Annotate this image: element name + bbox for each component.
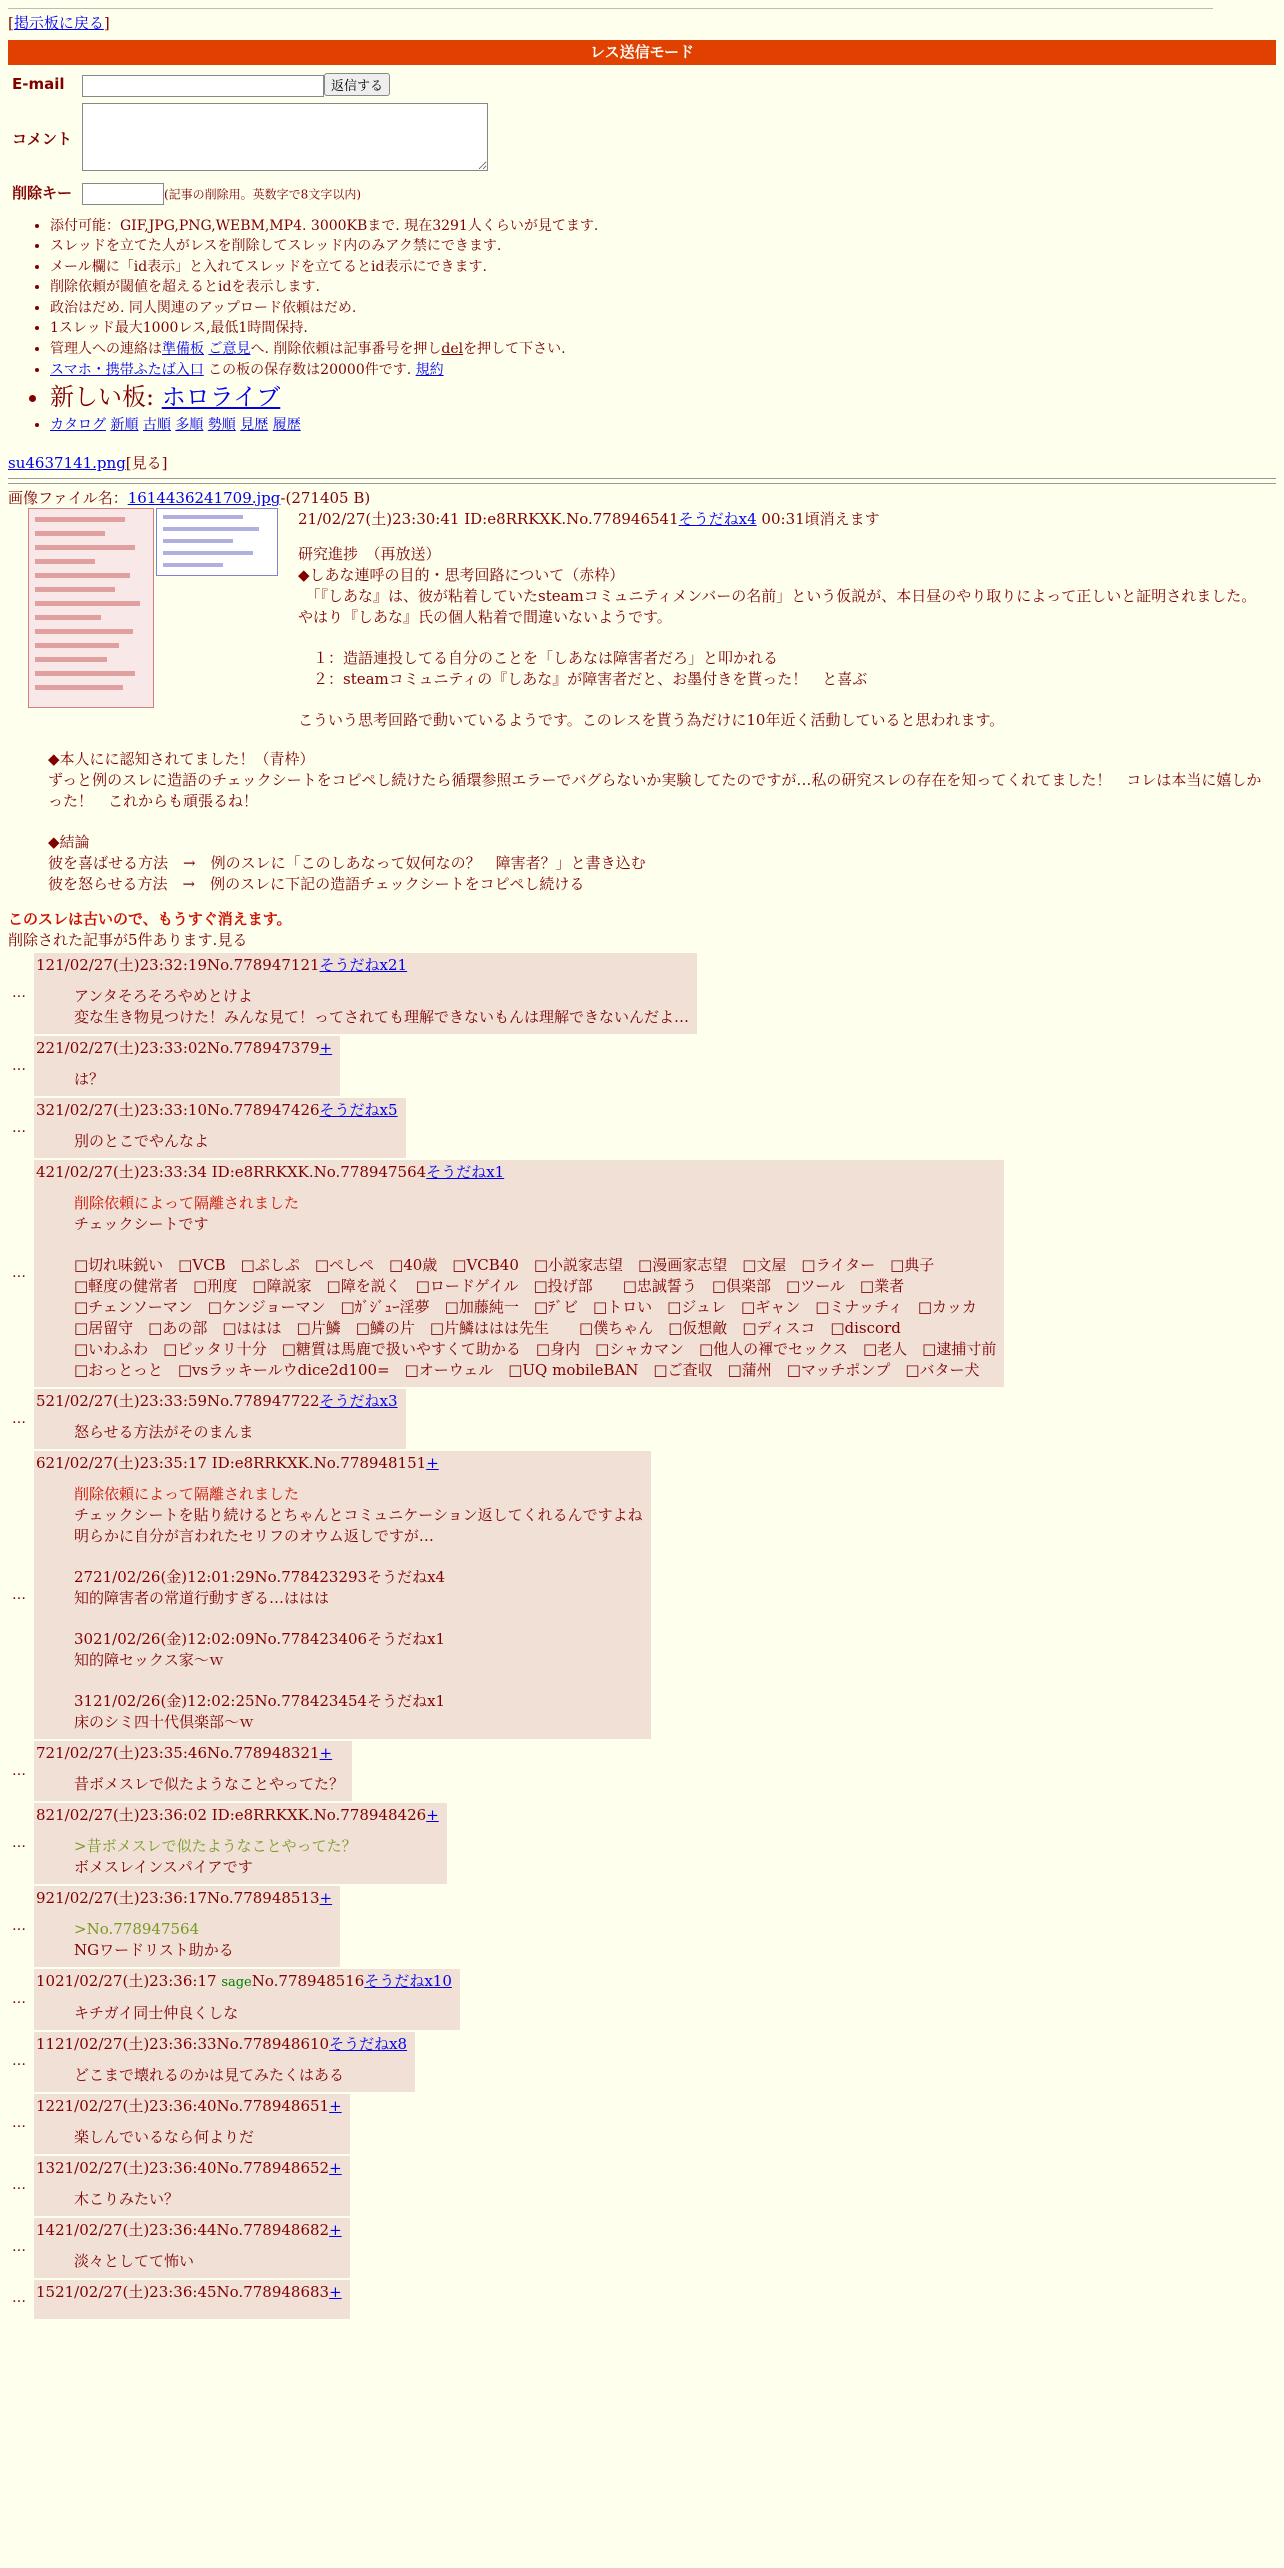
thumb-line: [35, 629, 133, 634]
reply-header: [36, 2282, 342, 2303]
new-board-link[interactable]: ホロライブ: [161, 383, 281, 412]
reply-meta: 21/02/27(土)23:36:02 ID:e8RRKXK.No.778948426: [45, 1806, 427, 1825]
view-text: [見る]: [125, 454, 168, 473]
soudane-link[interactable]: +: [426, 1806, 439, 1825]
reply-dots: …: [12, 1265, 26, 1282]
thumb-line: [35, 573, 130, 578]
op-line: 「『しあな』は、彼が粘着していたsteamコミュニティメンバーの名前」という仮説が、本日昼のやり取りによって正しいと証明されました。 やはり『しあな』氏の個人粘着で間違いないようです。: [298, 587, 1264, 627]
rule-item-new-board: [50, 381, 1276, 415]
comment-label: コメント: [12, 130, 73, 148]
reply-post: [8, 1886, 1276, 1967]
reply-meta: 21/02/27(土)23:35:17 ID:e8RRKXK.No.778948151: [45, 1454, 427, 1473]
terms-link[interactable]: 規約: [415, 361, 444, 378]
su-file-link[interactable]: su4637141.png: [8, 454, 126, 473]
op-line: 彼を喜ばせる方法 → 例のスレに「このしあなって奴何なの？ 障害者？」と書き込む: [48, 854, 646, 873]
top-divider: [8, 8, 1213, 9]
reply-number: 15: [36, 2282, 56, 2301]
board-rules: [8, 217, 1276, 436]
reply-header: [36, 2034, 407, 2055]
feedback-link[interactable]: ご意見: [208, 341, 251, 358]
reply-post: [8, 2032, 1276, 2092]
bracket: [: [8, 14, 14, 32]
reply-meta: No.778948516: [251, 1972, 365, 1991]
reply-header: [36, 1038, 332, 1059]
reply-dots: …: [12, 1835, 26, 1852]
soudane-link[interactable]: +: [329, 2220, 342, 2239]
op-line: [48, 812, 1276, 832]
op-text: [298, 544, 1276, 731]
op-line: [298, 628, 1276, 648]
reply-box: [34, 2156, 350, 2216]
divider: [8, 483, 1276, 484]
reply-box: [34, 1160, 1004, 1387]
viewed-history-link[interactable]: 見歴: [240, 416, 269, 433]
op-file-line: [8, 488, 1276, 509]
reply-number: 4: [36, 1163, 46, 1182]
soudane-link[interactable]: そうだねx5: [319, 1101, 398, 1120]
reply-list: [8, 953, 1276, 2318]
soudane-link[interactable]: そうだねx10: [364, 1972, 452, 1991]
thumb-line: [163, 551, 253, 555]
reply-header: [36, 2158, 342, 2179]
soudane-link[interactable]: +: [329, 2158, 342, 2177]
reply-header: [36, 1453, 643, 1474]
reply-post: [8, 1036, 1276, 1096]
reply-post: [8, 1969, 1276, 2029]
op-line: ２：steamコミュニティの『しあな』が障害者だと、お墨付きを貰った！ と喜ぶ: [298, 670, 868, 689]
reply-line: 別のとこでやんなよ: [74, 1132, 210, 1151]
reply-number: 6: [36, 1454, 46, 1473]
soudane-link[interactable]: そうだねx8: [329, 2034, 408, 2053]
back-nav: [8, 13, 1276, 34]
reply-number: 1: [36, 956, 46, 975]
reply-box: [34, 2218, 350, 2278]
reply-post: [8, 2218, 1276, 2278]
soudane-link[interactable]: +: [319, 1889, 333, 1908]
delete-key-note: (記事の削除用。英数字で8文字以内): [164, 187, 361, 201]
reply-line: チェックシートです: [74, 1215, 209, 1234]
reply-post: [8, 1451, 1276, 1739]
reply-post: [8, 2094, 1276, 2154]
sort-momentum-link[interactable]: 勢順: [207, 416, 236, 433]
thumb-line: [163, 515, 243, 519]
reply-dots: …: [12, 985, 26, 1002]
reply-line: どこまで壊れるのかは見てみたくはある: [74, 2065, 345, 2084]
reply-line: は？: [74, 1070, 105, 1089]
reply-line: □軽度の健常者 □刑度 □障説家 □障を説く □ロードゲイル □投げ部 □忠誠誓う □倶楽部 □ツール □業者: [74, 1277, 905, 1296]
reply-post: [8, 953, 1276, 1034]
reply-number: 11: [36, 2034, 56, 2053]
thumb-line: [35, 601, 140, 606]
reply-line: キチガイ同士仲良くしな: [74, 2003, 239, 2022]
op-header: [298, 509, 1276, 530]
reply-line: [74, 1235, 996, 1255]
reply-meta: 21/02/27(土)23:36:40No.778948651: [55, 2096, 330, 2115]
reply-post: [8, 1098, 1276, 1158]
reply-line: 昔ボメスレで似たようなことやってた？: [74, 1775, 345, 1794]
op-line: 彼を怒らせる方法 → 例のスレに下記の造語チェックシートをコピペし続ける: [48, 875, 585, 894]
rule-item: • 1スレッド最大1000レス,最低1時間保持.: [50, 319, 1276, 339]
reply-line: 知的障害者の常道行動すぎる…ははは: [74, 1589, 330, 1608]
op-file-link[interactable]: 1614436241709.jpg: [127, 489, 281, 508]
reply-form: [8, 69, 492, 209]
sort-old-link[interactable]: 古順: [142, 416, 171, 433]
reply-text: [74, 1193, 996, 1381]
reply-line: 変な生き物見つけた！みんな見て！ってされても理解できないもんは理解できないんだよ…: [74, 1008, 690, 1027]
history-link[interactable]: 履歴: [272, 416, 301, 433]
reply-number: 8: [36, 1806, 46, 1825]
reply-line: [74, 1609, 643, 1629]
reply-dots: …: [12, 1119, 26, 1136]
reply-line: 3021/02/26(金)12:02:09No.778423406そうだねx1: [74, 1630, 446, 1649]
reply-text: [74, 986, 689, 1028]
sort-new-link[interactable]: 新順: [110, 416, 139, 433]
reply-dots: …: [12, 1586, 26, 1603]
isolated-notice: 削除依頼によって隔離されました: [74, 1194, 300, 1213]
reply-box: [34, 953, 697, 1034]
rule-text: を押して下さい.: [463, 341, 566, 358]
reply-header: [36, 1743, 344, 1764]
reply-line: □チェンソーマン □ケンジョーマン □ｶﾞｼﾞｭｰ淫夢 □加藤純一 □ﾃﾞビ □トロい □ジュレ □ギャン □ミナッチィ □カッカ: [74, 1298, 977, 1317]
reply-number: 12: [36, 2096, 56, 2115]
reply-meta: 21/02/27(土)23:33:02No.778947379: [45, 1039, 320, 1058]
rule-item-admin: [50, 340, 1276, 360]
reply-post: [8, 1389, 1276, 1449]
prep-board-link[interactable]: 準備板: [162, 341, 204, 358]
reply-header: [36, 2096, 342, 2117]
thumb-line: [35, 685, 123, 690]
op-body: [298, 509, 1276, 731]
thumb-line: [35, 671, 135, 676]
soudane-link[interactable]: +: [329, 2096, 342, 2115]
reply-line: ボメスレインスパイアです: [74, 1858, 253, 1877]
op-line: [298, 690, 1276, 710]
reply-line: □おっとっと □vsラッキールウdice2d100= □オーウェル □UQ mobileBAN □ご査収 □蒲州 □マッチポンプ □バター犬: [74, 1361, 980, 1380]
reply-header: [36, 1100, 398, 1121]
rule-text: この板の保存数は20000件です.: [203, 361, 416, 378]
soudane-link[interactable]: そうだねx3: [319, 1392, 398, 1411]
reply-number: 10: [36, 1972, 56, 1991]
reply-text: [74, 1484, 643, 1733]
reply-text: [74, 1774, 344, 1795]
reply-line: 知的障セックス家～ｗ: [74, 1651, 224, 1670]
reply-dots: …: [12, 2052, 26, 2069]
rule-text: 管理人への連絡は: [50, 341, 162, 358]
send-button[interactable]: 返信する: [324, 73, 390, 96]
reply-meta: 21/02/27(土)23:36:44No.778948682: [55, 2220, 330, 2239]
rule-item-mobile: [50, 361, 1276, 381]
expire-text: 00:31頃消えます: [756, 510, 880, 529]
rule-item: • メール欄に「id表示」と入れてスレッドを立てるとid表示にできます.: [50, 258, 1276, 278]
su-file-line: [8, 453, 1276, 474]
reply-text: [74, 2127, 342, 2148]
reply-text: [74, 2251, 342, 2272]
reply-text: [74, 1919, 332, 1961]
email-field[interactable]: [82, 75, 324, 97]
reply-text: [74, 2065, 407, 2086]
reply-header: [36, 1805, 439, 1826]
op-line: こういう思考回路で動いているようです。このレスを貰う為だけに10年近く活動していると思われます。: [298, 711, 1005, 730]
email-label: E-mail: [12, 75, 65, 94]
op-post: [8, 488, 1276, 895]
rule-text: へ. 削除依頼は記事番号を押し: [250, 341, 442, 358]
reply-number: 3: [36, 1101, 46, 1120]
thumb-line: [35, 587, 115, 592]
thumb-line: [35, 517, 125, 522]
reply-line: 怒らせる方法がそのまんま: [74, 1423, 254, 1442]
reply-dots: …: [12, 2176, 26, 2193]
reply-text: [74, 1422, 398, 1443]
reply-text: [74, 1131, 398, 1152]
reply-post: [8, 1160, 1276, 1387]
reply-line: □いわふわ □ピッタリ十分 □糖質は馬鹿で扱いやすくて助かる □身内 □シャカマン □他人の褌でセックス □老人 □逮捕寸前: [74, 1340, 997, 1359]
reply-mode-bar: レス送信モード: [8, 40, 1276, 65]
quote-line: >昔ボメスレで似たようなことやってた？: [74, 1837, 357, 1856]
soudane-link[interactable]: そうだねx4: [678, 510, 757, 529]
reply-line: 淡々としてて怖い: [74, 2251, 195, 2270]
reply-dots: …: [12, 1762, 26, 1779]
isolated-notice: 削除依頼によって隔離されました: [74, 1485, 300, 1504]
mobile-entry-link[interactable]: スマホ・携帯ふたば入口: [50, 361, 204, 378]
reply-dots: …: [12, 1410, 26, 1427]
reply-meta: 21/02/27(土)23:32:19No.778947121: [45, 956, 320, 975]
divider: [8, 478, 1276, 479]
soudane-link[interactable]: +: [426, 1454, 439, 1473]
reply-line: 2721/02/26(金)12:01:29No.778423293そうだねx4: [74, 1568, 446, 1587]
reply-box: [34, 1741, 352, 1801]
delete-key-field[interactable]: [82, 183, 164, 205]
thumb-line: [163, 539, 233, 543]
reply-box: [34, 1803, 447, 1884]
reply-box: [34, 1389, 406, 1449]
reply-dots: …: [12, 1918, 26, 1935]
reply-post: [8, 1803, 1276, 1884]
reply-meta: 21/02/27(土)23:36:45No.778948683: [55, 2282, 330, 2301]
thumb-line: [35, 545, 135, 550]
reply-dots: …: [12, 1990, 26, 2007]
reply-text: [74, 1069, 332, 1090]
new-board-label: 新しい板:: [50, 383, 162, 412]
reply-line: [74, 1547, 643, 1567]
thumbnail-blue-frame: [156, 508, 278, 576]
reply-header: [36, 1391, 398, 1412]
sort-many-link[interactable]: 多順: [175, 416, 204, 433]
op-thumbnail[interactable]: [28, 508, 282, 708]
rule-item: • スレッドを立てた人がレスを削除してスレッド内のみアク禁にできます.: [50, 237, 1276, 257]
reply-line: □居留守 □あの部 □ははは □片鱗 □鱗の片 □片鱗ははは先生 □僕ちゃん □仮想敵 □ディスコ □discord: [74, 1319, 901, 1338]
reply-line: 床のシミ四十代倶楽部～ｗ: [74, 1713, 255, 1732]
sage-label: sage: [221, 1975, 252, 1991]
rule-item: • 政治はだめ. 同人関連のアップロード依頼はだめ.: [50, 299, 1276, 319]
soudane-link[interactable]: +: [319, 1039, 333, 1058]
reply-box: [34, 1451, 651, 1739]
reply-number: 9: [36, 1889, 46, 1908]
old-thread-warning: このスレは古いので、もうすぐ消えます。: [8, 910, 292, 929]
reply-line: □切れ味鋭い □VCB □ぷしぷ □ぺしぺ □40歳 □VCB40 □小説家志望 □漫画家志望 □文屋 □ライター □典子: [74, 1256, 935, 1275]
soudane-link[interactable]: そうだねx1: [426, 1163, 505, 1182]
reply-box: [34, 2032, 415, 2092]
thumb-line: [35, 643, 119, 648]
op-text-2: [48, 749, 1276, 895]
catalog-link[interactable]: カタログ: [50, 416, 106, 433]
rule-item: • 添付可能：GIF,JPG,PNG,WEBM,MP4. 3000KBまで. 現在3291人くらいが見てます.: [50, 217, 1276, 237]
reply-meta: 21/02/27(土)23:36:17: [55, 1972, 222, 1991]
soudane-link[interactable]: +: [329, 2282, 342, 2301]
reply-text: [74, 2003, 452, 2024]
reply-dots: …: [12, 2290, 26, 2307]
reply-header: [36, 1162, 996, 1183]
reply-box: [34, 1098, 406, 1158]
reply-number: 14: [36, 2220, 56, 2239]
reply-line: NGワードリスト助かる: [74, 1941, 234, 1960]
thumbnail-red-frame: [28, 508, 154, 708]
reply-box: [34, 1036, 340, 1096]
op-line: ◆結論: [48, 833, 90, 852]
reply-line: 木こりみたい？: [74, 2189, 180, 2208]
reply-line: 3121/02/26(金)12:02:25No.778423454そうだねx1: [74, 1692, 446, 1711]
reply-line: [74, 1671, 643, 1691]
thumb-line: [35, 559, 95, 564]
reply-line: アンタそろそろやめとけよ: [74, 987, 253, 1006]
thumb-line: [35, 531, 105, 536]
reply-meta: 21/02/27(土)23:35:46No.778948321: [45, 1744, 320, 1763]
reply-dots: …: [12, 1057, 26, 1074]
op-line: ◆しあな連呼の目的・思考回路について（赤枠）: [298, 566, 625, 585]
reply-header: [36, 955, 689, 976]
op-line: ◆本人にに認知されてました！（青枠）: [48, 750, 315, 769]
reply-header: [36, 1971, 452, 1992]
rule-item-links: [50, 416, 1276, 436]
reply-box: [34, 2094, 350, 2154]
thumb-line: [163, 563, 223, 567]
reply-meta: 21/02/27(土)23:36:33No.778948610: [55, 2034, 330, 2053]
back-to-board-link[interactable]: 掲示板に戻る: [13, 14, 104, 32]
reply-number: 13: [36, 2158, 56, 2177]
op-line: ずっと例のスレに造語のチェックシートをコピペし続けたら循環参照エラーでバグらないか実験してたのですが…私の研究スレの存在を知ってくれてました！ コレは本当に嬉しかった！ これからも頑張るね！: [48, 771, 1262, 811]
reply-box: [34, 1969, 460, 2029]
thumb-line: [35, 615, 101, 620]
reply-box: [34, 1886, 340, 1967]
reply-dots: …: [12, 2238, 26, 2255]
reply-meta: 21/02/27(土)23:33:34 ID:e8RRKXK.No.778947564: [45, 1163, 427, 1182]
reply-post: [8, 1741, 1276, 1801]
reply-header: [36, 1888, 332, 1909]
soudane-link[interactable]: +: [319, 1744, 333, 1763]
file-label: 画像ファイル名：: [8, 489, 128, 508]
reply-line: 明らかに自分が言われたセリフのオウム返しですが…: [74, 1527, 434, 1546]
deleted-posts-note[interactable]: 削除された記事が5件あります.見る: [8, 931, 248, 950]
reply-meta: 21/02/27(土)23:36:17No.778948513: [45, 1889, 320, 1908]
op-line: １：造語連投してる自分のことを「しあなは障害者だろ」と叩かれる: [298, 649, 779, 668]
reply-text: [74, 1836, 439, 1878]
op-meta: 21/02/27(土)23:30:41 ID:e8RRKXK.No.778946541: [298, 510, 679, 529]
reply-dots: …: [12, 2114, 26, 2131]
reply-number: 5: [36, 1392, 46, 1411]
reply-post: [8, 2280, 1276, 2319]
reply-number: 2: [36, 1039, 46, 1058]
reply-meta: 21/02/27(土)23:33:59No.778947722: [45, 1392, 320, 1411]
reply-post: [8, 2156, 1276, 2216]
reply-meta: 21/02/27(土)23:33:10No.778947426: [45, 1101, 320, 1120]
reply-meta: 21/02/27(土)23:36:40No.778948652: [55, 2158, 330, 2177]
reply-text: [74, 2189, 342, 2210]
op-line: 研究進捗 （再放送）: [298, 545, 441, 564]
reply-line: チェックシートを貼り続けるとちゃんとコミュニケーション返してくれるんですよね: [74, 1506, 643, 1525]
comment-field[interactable]: [82, 103, 488, 171]
reply-header: [36, 2220, 342, 2241]
bracket: ]: [103, 14, 110, 32]
reply-line: 楽しんでいるなら何よりだ: [74, 2127, 255, 2146]
thumb-line: [35, 657, 107, 662]
quote-line: >No.778947564: [74, 1920, 200, 1939]
soudane-link[interactable]: そうだねx21: [319, 956, 408, 975]
reply-number: 7: [36, 1744, 46, 1763]
reply-box: [34, 2280, 350, 2319]
file-size: -(271405 B): [280, 489, 371, 508]
rule-item: • 削除依頼が閾値を超えるとidを表示します.: [50, 278, 1276, 298]
thumb-line: [163, 527, 259, 531]
delete-key-label: 削除キー: [12, 184, 73, 202]
del-text: del: [441, 341, 464, 358]
